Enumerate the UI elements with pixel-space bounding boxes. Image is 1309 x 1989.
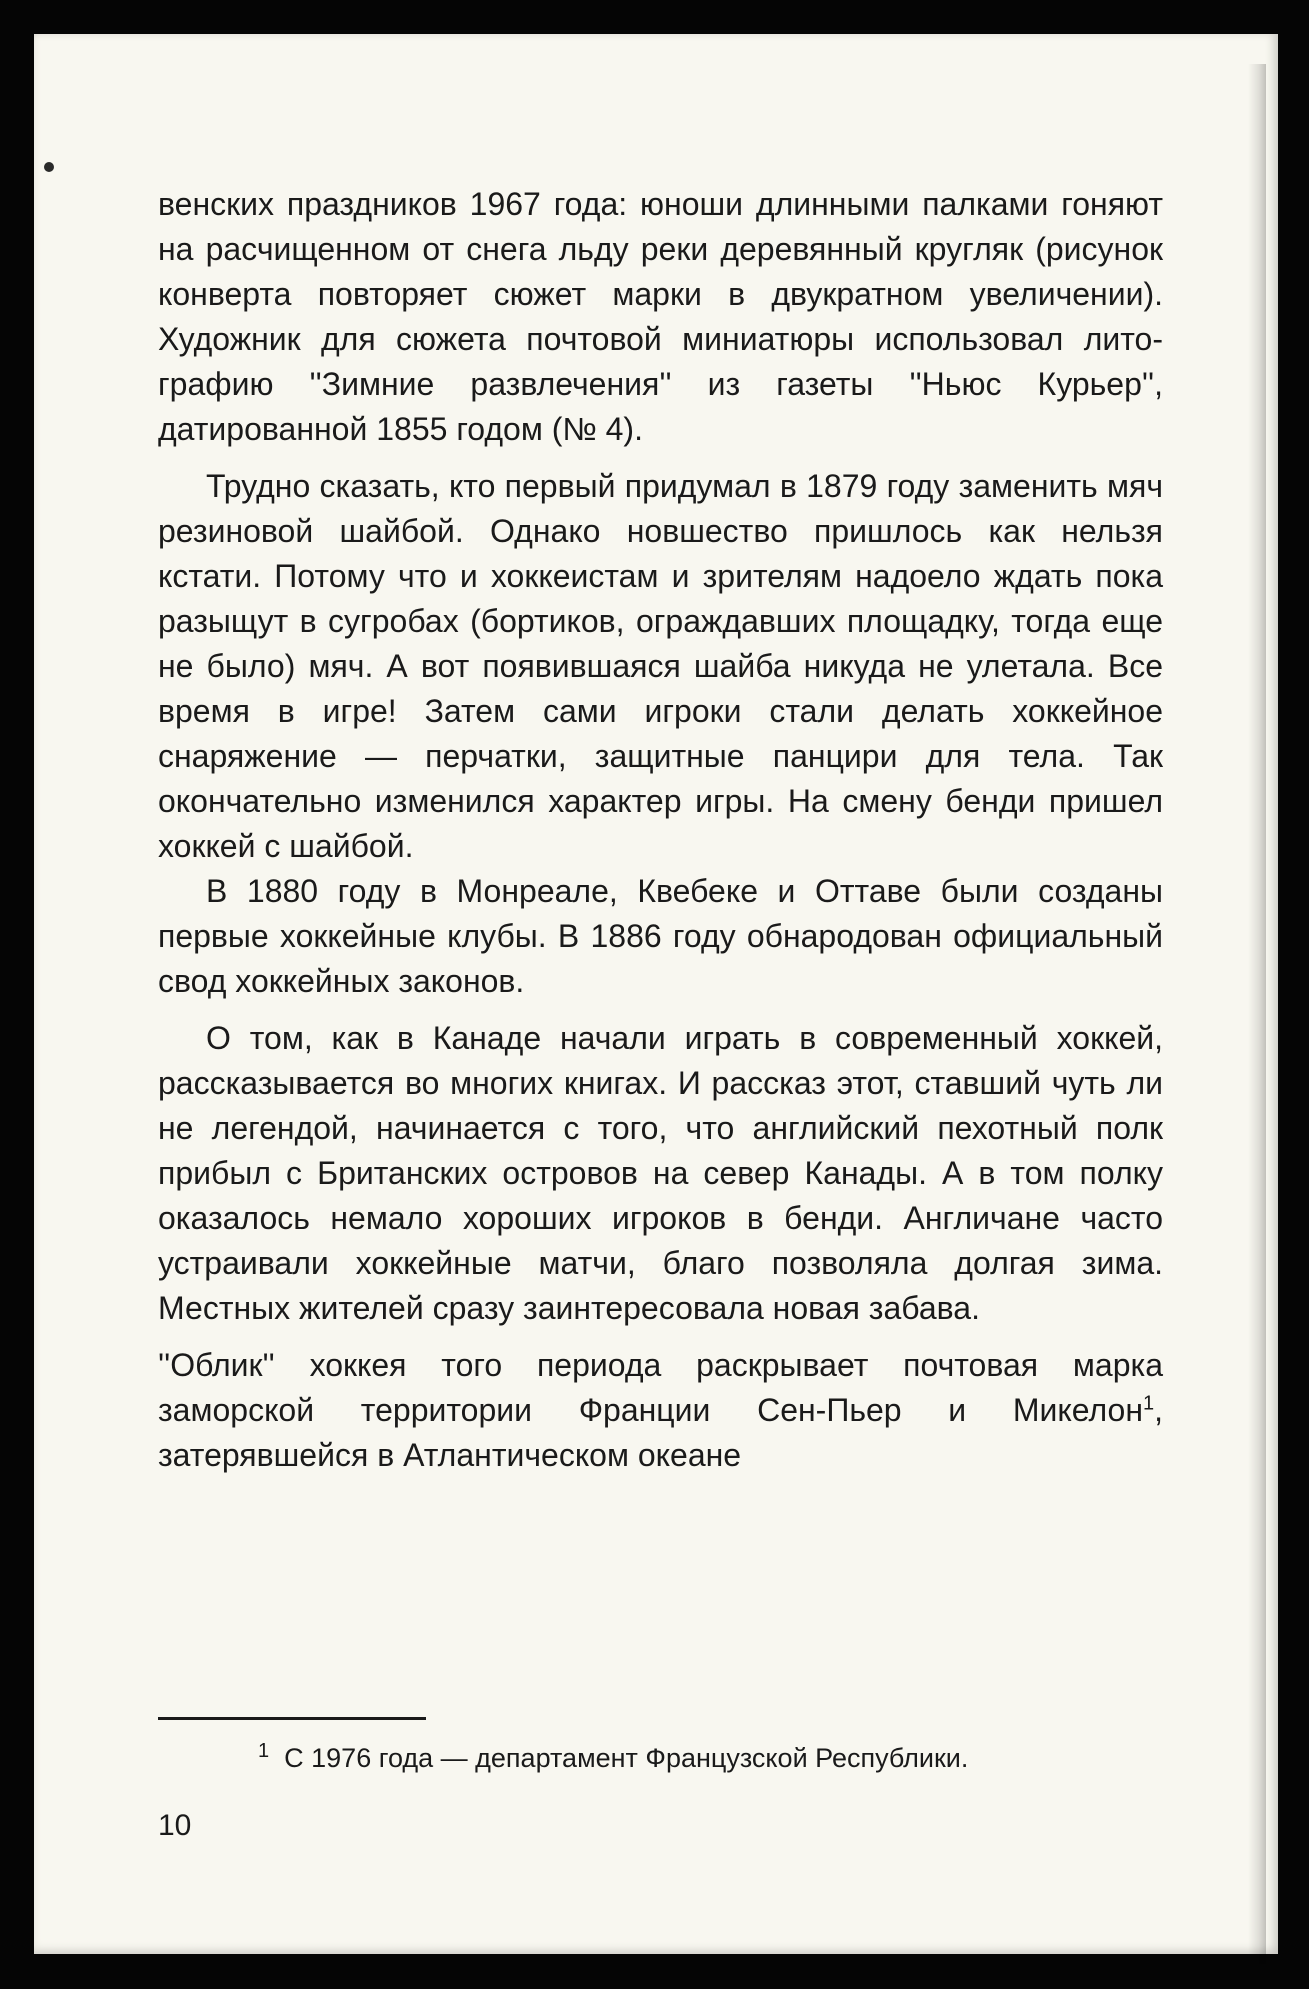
page-edge-shadow [1248,64,1266,1964]
paragraph-5-lines: ''Облик'' хоккея того периода раскрывает почтовая марка заморской территории Франции Сен-Пьер [158,1347,1163,1428]
footnote [258,1738,1168,1778]
paragraph-4: О том, как в Канаде начали играть в современный хоккей, рассказывается во многих книгах. И рассказ этот, ставший чуть ли не легендой, начинается с того, что английский пехотный полк прибыл с Британских островов на север Канады. А в том полку оказалось немало хороших игроков в бенди. Англичане часто устраивали хоккейные матчи, благо позволяла долгая зима. Местных жителей сразу заинтересовала новая забава. [158,1020,1163,1326]
paragraph-5-last-start: и Микелон [948,1392,1143,1428]
footnote-text: С 1976 года — департамент Французской Республики. [284,1743,969,1773]
body-text [158,182,1163,1478]
page-number: 10 [158,1809,192,1842]
paragraph-1: венских праздников 1967 года: юноши длинными палками гоняют на расчищенном от снега льду реки деревянный кругляк (рисунок конверта повторяет сюжет марки в двукратном увеличении). Художник для сюжета почтовой миниатюры использовал литографию ''Зимние развлечения'' из газеты ''Ньюс Курьер'', датированной 1855 годом (№ 4). [158,186,1163,447]
binding-mark [44,162,54,172]
paragraph-2: Трудно сказать, кто первый придумал в 1879 году заменить мяч резиновой шайбой. Однако новшество пришлось как нельзя кстати. Потому что и хоккеистам и зрителям надоело ждать пока разыщут в сугробах (бортиков, ограждавших площадку, тогда еще не было) мяч. А вот появившаяся шайба никуда не улетала. Все время в игре! Затем сами игроки стали делать хоккейное снаряжение — перчатки, защитные панцири для тела. Так окончательно изменился характер игры. На смену бенди пришел хоккей с шайбой. [158,468,1163,864]
paragraph-5 [158,1343,1163,1478]
footnote-rule [158,1717,426,1720]
footnote-reference[interactable]: 1 [1142,1392,1155,1415]
paragraph-3: В 1880 году в Монреале, Квебеке и Оттаве были созданы первые хоккейные клубы. В 1886 году обнародован официальный свод хоккейных законов. [158,873,1163,999]
paragraph-5-last-end: , затерявшейся в Атлантическом океане [158,1392,1163,1473]
footnote-marker: 1 [258,1740,270,1762]
